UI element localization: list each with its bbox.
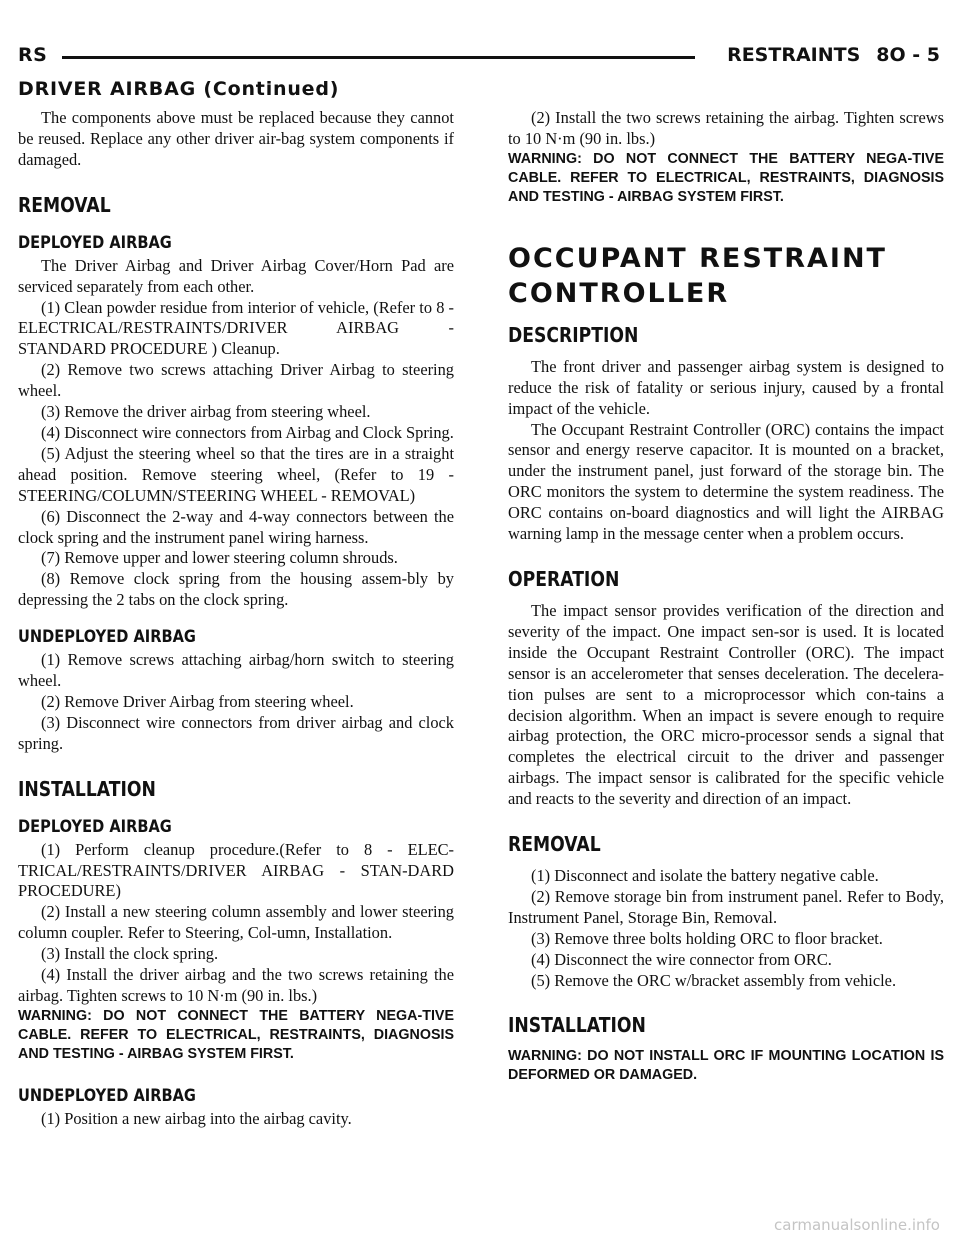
warning-text: WARNING: DO NOT CONNECT THE BATTERY NEGA-TIVE CABLE. REFER TO ELECTRICAL, RESTRAINTS, DIAGNOSIS AND TESTING - AIRBAG SYSTEM FIRST. [18,1007,454,1062]
step-paragraph: (2) Install a new steering column assembly and lower steering column coupler. Refer to Steering, Col-umn, Installation. [18,902,454,943]
step-paragraph: (4) Install the driver airbag and the two screws retaining the airbag. Tighten screws to 10 N·m (90 in. lbs.) [18,965,454,1005]
orc-removal-heading: REMOVAL [508,832,601,857]
page-header [18,44,940,70]
step-paragraph: (2) Remove Driver Airbag from steering wheel. [41,691,354,711]
step-paragraph: (6) Disconnect the 2-way and 4-way connectors between the clock spring and the instrument panel wiring harness. [18,506,454,547]
step-paragraph: (4) Disconnect the wire connector from ORC. [531,949,832,969]
continued-title: DRIVER AIRBAG (Continued) [18,78,340,100]
header-model-code: RS [18,44,48,66]
step-paragraph: (5) Adjust the steering wheel so that the tires are in a straight ahead position. Remove steering wheel, (Refer to 19 - STEERING/COLUMN/STEERING WHEEL - REMOVAL) [18,443,454,505]
step-paragraph: (8) Remove clock spring from the housing assem-bly by depressing the 2 tabs on the clock spring. [18,569,454,610]
orc-section-title: OCCUPANT RESTRAINT CONTROLLER [508,242,887,309]
header-rule [62,56,695,59]
step-paragraph: (1) Remove screws attaching airbag/horn switch to steering wheel. [18,650,454,691]
step-paragraph: (5) Remove the ORC w/bracket assembly from vehicle. [531,970,897,990]
step-paragraph: (1) Perform cleanup procedure.(Refer to 8 - ELEC-TRICAL/RESTRAINTS/DRIVER AIRBAG - STAN-DARD PROCEDURE) [18,839,454,901]
step-paragraph: (2) Remove two screws attaching Driver Airbag to steering wheel. [18,360,454,401]
step-paragraph: (3) Remove the driver airbag from steering wheel. [41,402,371,422]
step-paragraph: (1) Clean powder residue from interior of vehicle, (Refer to 8 - ELECTRICAL/RESTRAINTS/DRIVER AIRBAG - STANDARD PROCEDURE ) Cleanup. [18,297,454,359]
installation-heading: INSTALLATION [18,776,156,801]
step-paragraph: The Driver Airbag and Driver Airbag Cover/Horn Pad are serviced separately from each other. [18,255,454,296]
deployed-airbag-heading: DEPLOYED AIRBAG [18,232,172,253]
step-paragraph: (1) Disconnect and isolate the battery negative cable. [531,866,879,886]
step-paragraph: (1) Position a new airbag into the airbag cavity. [41,1108,352,1128]
warning-text: WARNING: DO NOT INSTALL ORC IF MOUNTING LOCATION IS DEFORMED OR DAMAGED. [508,1048,944,1084]
operation-paragraph: The impact sensor provides verification of the direction and severity of the impact. One impact sen-sor is used. It is located inside the Occupant Restraint Controller (ORC). The impact sensor is an accelerometer that senses deceleration. The decelera-tion pulses are sent to a microprocessor which con-tains a decision algorithm. When an impact is severe enough to require airbag protection, the ORC micro-processor sends a signal that completes the electrical circuit to the driver and passenger airbags. The impact sensor is calibrated for the specific vehicle and reacts to the severity and direction of an impact. [508,600,944,809]
step-paragraph: (2) Install the two screws retaining the airbag. Tighten screws to 10 N·m (90 in. lbs.) [508,108,944,148]
undeployed-airbag-heading: UNDEPLOYED AIRBAG [18,627,196,648]
step-paragraph: (3) Disconnect wire connectors from driver airbag and clock spring. [18,712,454,753]
operation-heading: OPERATION [508,566,620,591]
step-paragraph: (7) Remove upper and lower steering column shrouds. [41,548,398,568]
right-column [508,108,944,1085]
header-section [727,44,940,66]
header-section-title: RESTRAINTS [727,44,861,66]
watermark: carmanualsonline.info [774,1216,940,1234]
header-page-number: 8O - 5 [876,44,940,66]
orc-installation-heading: INSTALLATION [508,1013,646,1038]
step-paragraph: (3) Install the clock spring. [41,944,219,964]
inst-undeployed-airbag-heading: UNDEPLOYED AIRBAG [18,1085,196,1106]
step-paragraph: (4) Disconnect wire connectors from Airbag and Clock Spring. [41,422,454,442]
step-paragraph: (2) Remove storage bin from instrument panel. Refer to Body, Instrument Panel, Storage Bin, Removal. [508,886,944,927]
description-paragraph: The front driver and passenger airbag system is designed to reduce the risk of fatality or serious injury, caused by a frontal impact of the vehicle. [508,356,944,418]
warning-text: WARNING: DO NOT CONNECT THE BATTERY NEGA-TIVE CABLE. REFER TO ELECTRICAL, RESTRAINTS, DIAGNOSIS AND TESTING - AIRBAG SYSTEM FIRST. [508,150,944,205]
intro-paragraph: The components above must be replaced because they cannot be reused. Replace any other driver air-bag system components if damaged. [18,108,454,169]
step-paragraph: (3) Remove three bolts holding ORC to floor bracket. [531,928,883,948]
left-column [18,108,454,1130]
description-paragraph: The Occupant Restraint Controller (ORC) contains the impact sensor and energy reserve capacitor. It is mounted on a bracket, under the instrument panel, just forward of the storage bin. The ORC monitors the system to determine the system readiness. The ORC contains on-board diagnostics and will light the AIRBAG warning lamp in the message center when a problem occurs. [508,419,944,544]
removal-heading: REMOVAL [18,192,111,217]
inst-deployed-airbag-heading: DEPLOYED AIRBAG [18,816,172,837]
description-heading: DESCRIPTION [508,322,639,347]
